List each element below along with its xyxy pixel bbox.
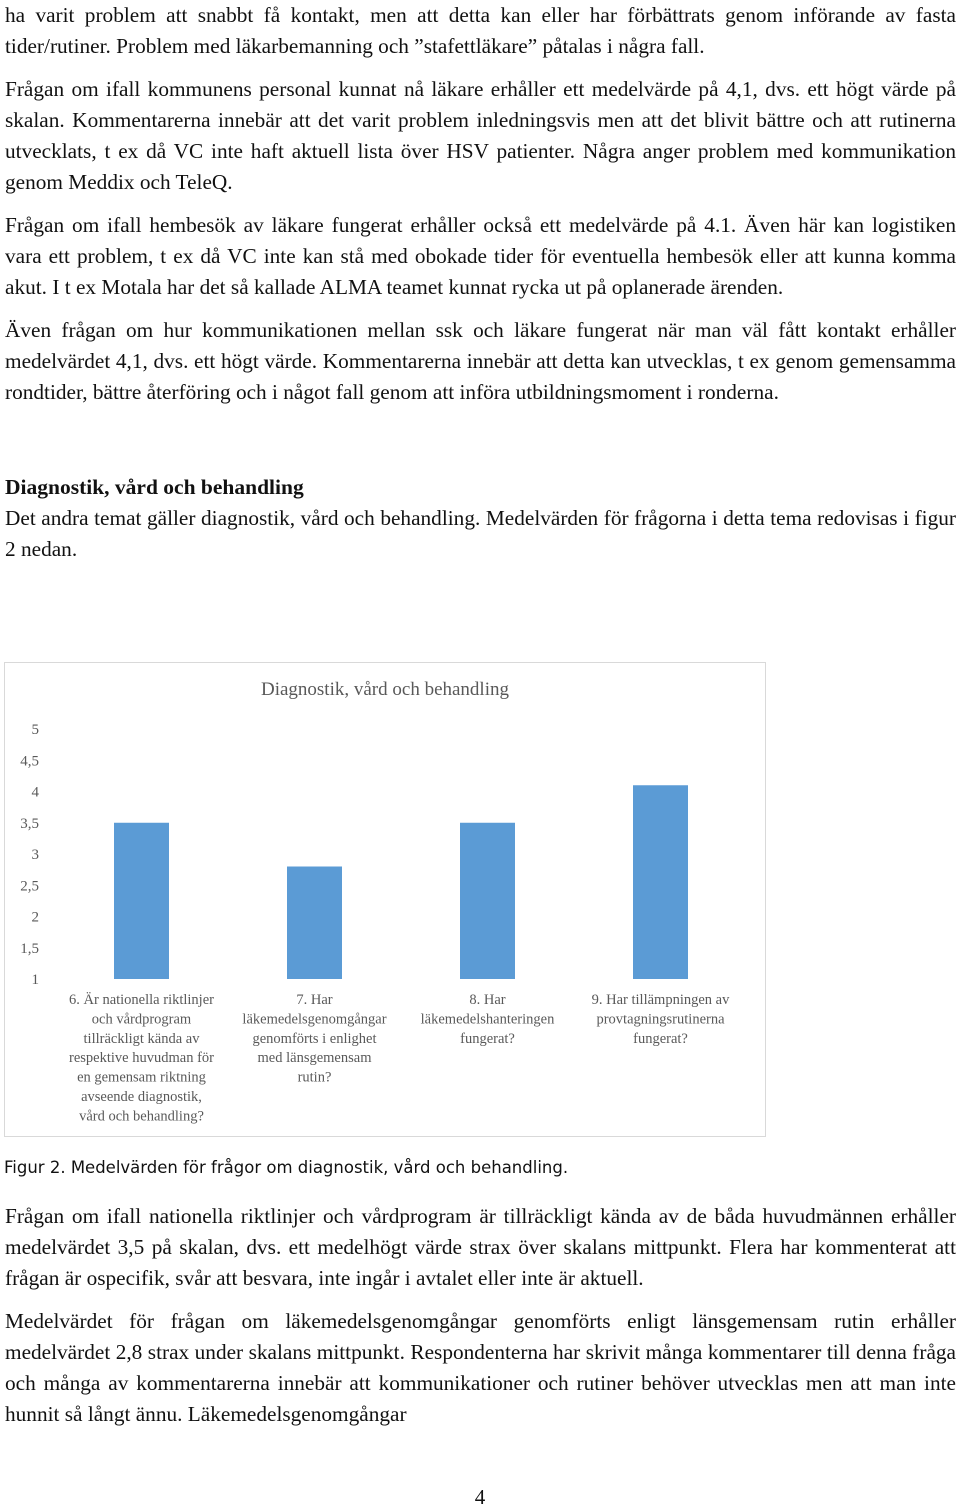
paragraph-medication-reviews: Medelvärdet för frågan om läkemedelsgenomgångar genomförts enligt länsgemensam rutin erhåller medelvärdet 2,8 strax under skalans mittpunkt. Respondenterna har skrivit många kommentarer till denna fråga och många av kommentarerna innebär att kommunikationer och rutiner behöver utvecklas men att man inte hunnit så långt ännu. Läkemedelsgenomgångar bbox=[5, 1309, 956, 1426]
document-page bbox=[5, 0, 956, 565]
document-continuation bbox=[5, 1201, 956, 1430]
y-tick-label: 3,5 bbox=[20, 815, 39, 832]
bar-8 bbox=[460, 823, 515, 979]
category-label: 8. Har läkemedelshanteringen fungerat? bbox=[420, 992, 555, 1047]
y-tick-label: 2 bbox=[31, 909, 39, 926]
paragraph-home-visits: Frågan om ifall hembesök av läkare fungerat erhåller också ett medelvärde på 4.1. Även här kan logistiken vara ett problem, t ex då VC inte kan stå med obokade tider för eventuella hembesök eller att kunna komma akut. I t ex Motala har det så kallade ALMA teamet kunnat rycka ut på oplanerade ärenden. bbox=[5, 213, 956, 299]
bar-7 bbox=[287, 867, 342, 980]
paragraph-contact-problems: ha varit problem att snabbt få kontakt, men att detta kan eller har förbättrats genom införande av fasta tider/rutiner. Problem med läkarbemanning och ”stafettläkare” påtalas i några fall. bbox=[5, 3, 956, 58]
y-tick-label: 1,5 bbox=[20, 940, 39, 957]
bar-6 bbox=[114, 823, 169, 979]
chart-title: Diagnostik, vård och behandling bbox=[260, 679, 509, 700]
section-intro: Det andra temat gäller diagnostik, vård och behandling. Medelvärden för frågorna i detta tema redovisas i figur 2 nedan. bbox=[5, 506, 956, 561]
y-tick-label: 2,5 bbox=[20, 878, 39, 895]
category-label: 9. Har tillämpningen av provtagningsrutinerna fungerat? bbox=[591, 992, 730, 1047]
figure-caption: Figur 2. Medelvärden för frågor om diagnostik, vård och behandling. bbox=[4, 1158, 569, 1177]
bar-chart-container bbox=[4, 662, 766, 1137]
y-tick-label: 4,5 bbox=[20, 753, 39, 770]
bar-chart bbox=[5, 663, 765, 1136]
paragraph-guidelines: Frågan om ifall nationella riktlinjer och vårdprogram är tillräckligt kända av de båda huvudmännen erhåller medelvärdet 3,5 på skalan, dvs. ett medelhögt värde strax över skalans mittpunkt. Flera har kommenterat att frågan är ospecifik, svår att besvara, inte ingår i avtalet eller inte är aktuell. bbox=[5, 1204, 956, 1290]
category-label: 7. Har läkemedelsgenomgångar genomförts i enlighet med länsgemensam rutin? bbox=[242, 992, 387, 1086]
paragraph-reach-doctor: Frågan om ifall kommunens personal kunnat nå läkare erhåller ett medelvärde på 4,1, dvs. ett högt värde på skalan. Kommentarerna innebär att det varit problem inledningsvis men att det blivit bättre och att rutinerna utvecklats, t ex då VC inte haft aktuell lista över HSV patienter. Några anger problem med kommunikation genom Meddix och TeleQ. bbox=[5, 77, 956, 194]
y-tick-label: 1 bbox=[31, 972, 39, 988]
category-label: 6. Är nationella riktlinjer och vårdprogram tillräckligt kända av respektive huvudman för en gemensam riktning avseende diagnostik, vård och behandling? bbox=[69, 992, 214, 1125]
page-number: 4 bbox=[474, 1485, 486, 1509]
bar-9 bbox=[633, 785, 688, 979]
y-tick-label: 4 bbox=[31, 784, 39, 801]
y-tick-label: 5 bbox=[31, 722, 39, 738]
paragraph-communication: Även frågan om hur kommunikationen mellan ssk och läkare fungerat när man väl fått kontakt erhåller medelvärdet 4,1, dvs. ett högt värde. Kommentarerna innebär att detta kan utvecklas, t ex genom gemensamma rondtider, bättre återföring och i något fall genom att införa utbildningsmoment i ronderna. bbox=[5, 318, 956, 404]
section-heading: Diagnostik, vård och behandling bbox=[5, 475, 304, 499]
y-tick-label: 3 bbox=[31, 847, 39, 863]
